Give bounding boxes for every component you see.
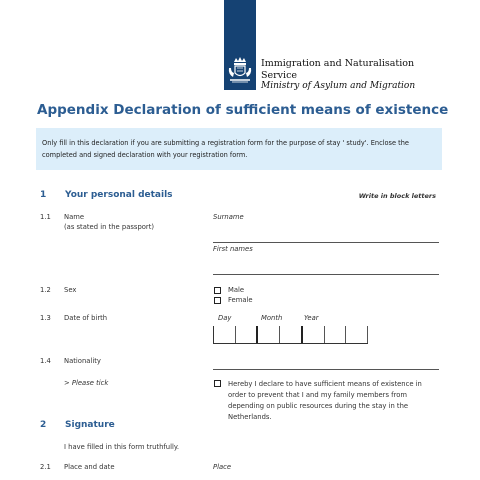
field-number-1-3: 1.3 <box>40 314 51 322</box>
place-label: Place <box>213 463 232 471</box>
nationality-field[interactable] <box>213 369 439 370</box>
section-1-number: 1 <box>40 190 47 200</box>
year-label: Year <box>304 314 319 322</box>
place-and-date-label: Place and date <box>64 463 115 471</box>
month-label: Month <box>261 314 283 322</box>
male-option-label: Male <box>228 286 245 294</box>
name-label: Name <box>64 213 85 221</box>
date-cell[interactable] <box>303 326 325 343</box>
surname-field[interactable] <box>213 242 439 243</box>
section-2-number: 2 <box>40 420 47 430</box>
date-of-birth-label: Date of birth <box>64 314 108 322</box>
field-number-1-1: 1.1 <box>40 213 51 221</box>
declaration-text: Hereby I declare to have sufficient means of existence in order to prevent that I and my family members from depending on public resources during the stay in the Netherlands. <box>228 380 422 421</box>
date-cell[interactable] <box>236 326 259 343</box>
page-title: Appendix Declaration of sufficient means of existence <box>37 102 449 118</box>
date-cell[interactable] <box>258 326 280 343</box>
date-cell[interactable] <box>214 326 236 343</box>
date-cell[interactable] <box>280 326 303 343</box>
date-cell[interactable] <box>325 326 347 343</box>
female-option-label: Female <box>228 296 253 304</box>
info-text: Only fill in this declaration if you are submitting a registration form for the purpose of stay ' study'. Enclose the completed and signed declaration with your registration form. <box>42 139 409 159</box>
truthful-statement: I have filled in this form truthfully. <box>64 443 180 451</box>
first-names-field[interactable] <box>213 274 439 275</box>
first-names-label: First names <box>213 245 253 253</box>
sex-label: Sex <box>64 286 77 294</box>
org-line-1: Immigration and Naturalisation <box>261 58 415 69</box>
nationality-label: Nationality <box>64 357 101 365</box>
date-of-birth-field[interactable] <box>213 326 368 344</box>
female-checkbox[interactable] <box>214 297 221 304</box>
org-line-2: Service <box>261 69 298 81</box>
surname-label: Surname <box>213 213 244 221</box>
organization-name <box>261 58 415 93</box>
section-1-title: Your personal details <box>65 190 173 200</box>
name-sublabel: (as stated in the passport) <box>64 223 155 231</box>
org-line-3: Ministry of Asylum and Migration <box>261 81 416 91</box>
field-number-1-2: 1.2 <box>40 286 51 294</box>
section-2-title: Signature <box>65 420 115 430</box>
please-tick-label: > Please tick <box>64 379 109 387</box>
field-number-1-4: 1.4 <box>40 357 51 365</box>
field-number-2-1: 2.1 <box>40 463 51 471</box>
crest-icon <box>226 56 254 86</box>
date-cell[interactable] <box>346 326 368 343</box>
declaration-checkbox[interactable] <box>214 380 221 387</box>
day-label: Day <box>218 314 232 322</box>
male-checkbox[interactable] <box>214 287 221 294</box>
block-letters-hint: Write in block letters <box>358 192 436 200</box>
